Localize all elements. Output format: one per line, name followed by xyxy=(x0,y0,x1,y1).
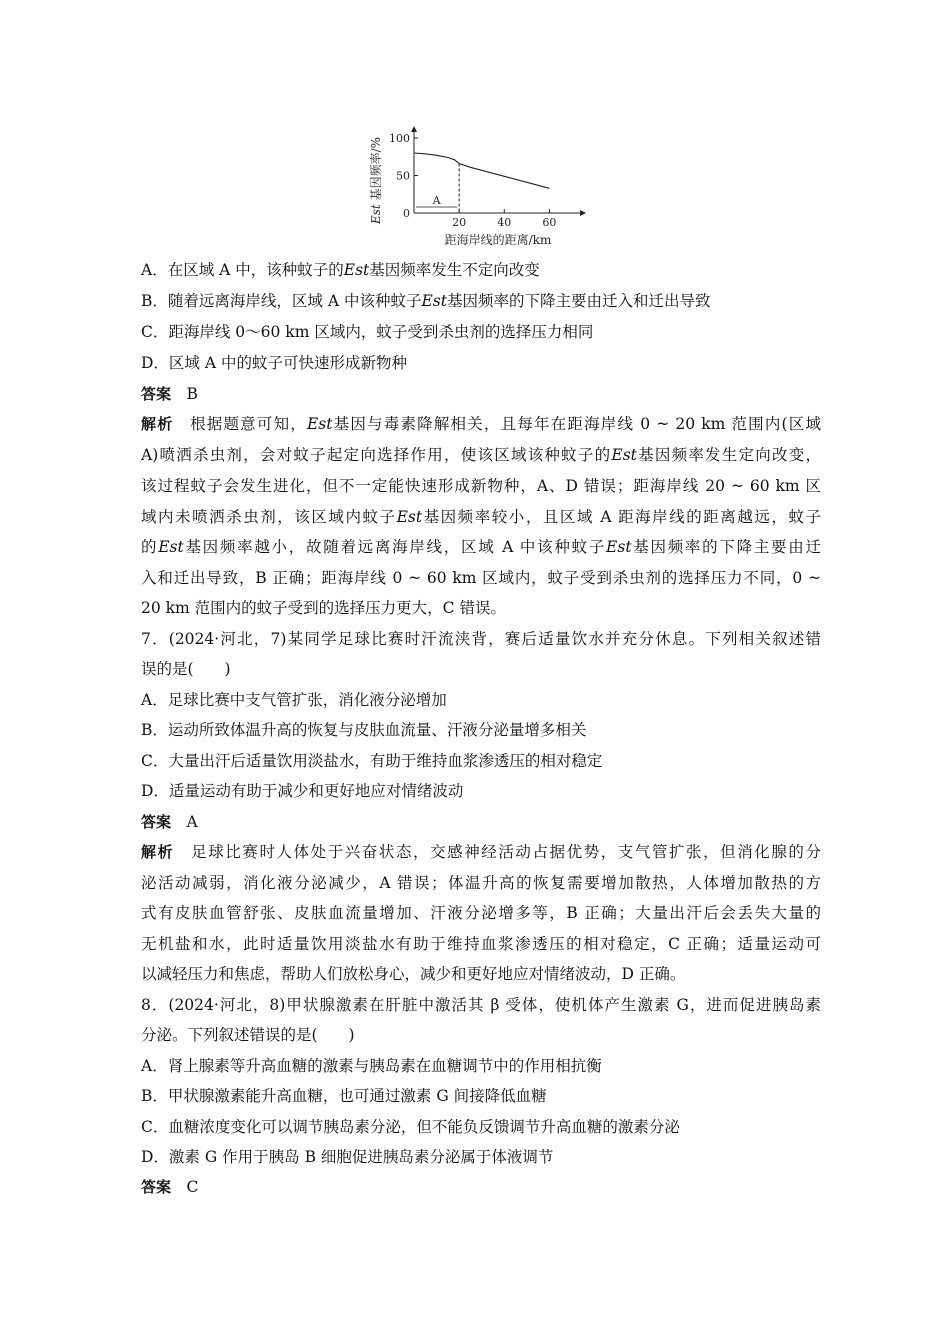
q7-analysis-line-3: 式有皮肤血管舒张、皮肤血流量增加、汗液分泌增多等，B 正确；大量出汗后会丢失大量的 xyxy=(141,904,821,922)
q7-analysis-line-5: 以减轻压力和焦虑，帮助人们放松身心，减少和更好地应对情绪波动，D 正确。 xyxy=(141,965,686,983)
x-tick-label: 40 xyxy=(497,216,512,229)
q6-option-a: A．在区域 A 中，该种蚊子的Est基因频率发生不定向改变 xyxy=(141,261,540,279)
x-axis-arrow xyxy=(580,210,586,216)
y-axis-arrow xyxy=(411,126,417,132)
q8-stem-line-2: 分泌。下列叙述错误的是( ) xyxy=(141,1026,355,1044)
est-frequency-line xyxy=(414,153,549,188)
q8-option-d: D．激素 G 作用于胰岛 B 细胞促进胰岛素分泌属于体液调节 xyxy=(141,1148,554,1166)
q7-analysis-line-1: 解析 足球比赛时人体处于兴奋状态，交感神经活动占据优势，支气管扩张，但消化腺的分 xyxy=(141,843,821,861)
q8-stem-line-1: 8．(2024·河北，8)甲状腺激素在肝脏中激活其 β 受体，使机体产生激素 G，进而促进胰岛素 xyxy=(141,996,821,1014)
q6-analysis-line-6: 入和迁出导致，B 正确；距海岸线 0 ~ 60 km 区域内，蚊子受到杀虫剂的选择压力不同，0 ~ xyxy=(141,569,821,587)
y-axis-label-italic: Est xyxy=(369,204,383,225)
q8-answer: 答案 C xyxy=(141,1178,199,1196)
q8-option-b: B．甲状腺激素能升高血糖，也可通过激素 G 间接降低血糖 xyxy=(141,1087,547,1105)
q7-answer: 答案 A xyxy=(141,813,198,831)
x-tick-label: 60 xyxy=(542,216,557,229)
q6-answer: 答案 B xyxy=(141,385,198,403)
q7-analysis-line-4: 无机盐和水，此时适量饮用淡盐水有助于维持血浆渗透压的相对稳定，C 正确；适量运动可 xyxy=(141,935,821,953)
y-axis-label-rest: 基因频率/% xyxy=(369,136,383,205)
y-axis-label xyxy=(368,137,383,225)
x-tick-label: 20 xyxy=(452,216,467,229)
q6-analysis-line-2: A)喷洒杀虫剂，会对蚊子起定向选择作用，使该区域该种蚊子的Est基因频率发生定向改变， xyxy=(141,446,821,464)
q7-analysis-line-2: 泌活动减弱，消化液分泌减少，A 错误；体温升高的恢复需要增加散热，人体增加散热的方 xyxy=(141,874,821,892)
q7-stem-line-2: 误的是( ) xyxy=(141,660,231,678)
q8-option-c: C．血糖浓度变化可以调节胰岛素分泌，但不能负反馈调节升高血糖的激素分泌 xyxy=(141,1118,680,1136)
q7-stem-line-1: 7．(2024·河北，7)某同学足球比赛时汗流浃背，赛后适量饮水并充分休息。下列相关叙述错 xyxy=(141,630,821,648)
q6-analysis-line-1: 解析 根据题意可知，Est基因与毒素降解相关，且每年在距海岸线 0 ~ 20 km 范围内(区域 xyxy=(141,415,821,433)
q6-analysis-line-4: 域内未喷洒杀虫剂，该区域内蚊子Est基因频率较小，且区域 A 距海岸线的距离越远，蚊子 xyxy=(141,508,821,526)
q7-option-d: D．适量运动有助于减少和更好地应对情绪波动 xyxy=(141,782,464,800)
q6-analysis-line-7: 20 km 范围内的蚊子受到的选择压力更大，C 错误。 xyxy=(141,599,506,617)
q6-option-c: C．距海岸线 0～60 km 区域内，蚊子受到杀虫剂的选择压力相同 xyxy=(141,323,594,341)
q7-option-c: C．大量出汗后适量饮用淡盐水，有助于维持血浆渗透压的相对稳定 xyxy=(141,752,603,770)
q8-option-a: A．肾上腺素等升高血糖的激素与胰岛素在血糖调节中的作用相抗衡 xyxy=(141,1057,602,1075)
q6-option-d: D．区域 A 中的蚊子可快速形成新物种 xyxy=(141,354,407,372)
q6-analysis-line-5: 的Est基因频率越小，故随着远离海岸线，区域 A 中该种蚊子Est基因频率的下降主要由迁 xyxy=(141,538,821,556)
region-a-label: A xyxy=(432,194,441,207)
q6-option-b: B．随着远离海岸线，区域 A 中该种蚊子Est基因频率的下降主要由迁入和迁出导致 xyxy=(141,292,711,310)
q7-option-b: B．运动所致体温升高的恢复与皮肤血流量、汗液分泌量增多相关 xyxy=(141,721,587,739)
y-tick-label: 0 xyxy=(403,207,410,220)
x-axis-label: 距海岸线的距离/km xyxy=(444,233,552,247)
q7-option-a: A．足球比赛中支气管扩张，消化液分泌增加 xyxy=(141,691,447,709)
est-frequency-chart xyxy=(362,118,592,253)
y-tick-label: 50 xyxy=(396,169,410,183)
q6-analysis-line-3: 该过程蚊子会发生进化，但不一定能快速形成新物种，A、D 错误；距海岸线 20 ~ 60 km 区 xyxy=(141,477,821,495)
y-tick-label: 100 xyxy=(389,132,410,145)
